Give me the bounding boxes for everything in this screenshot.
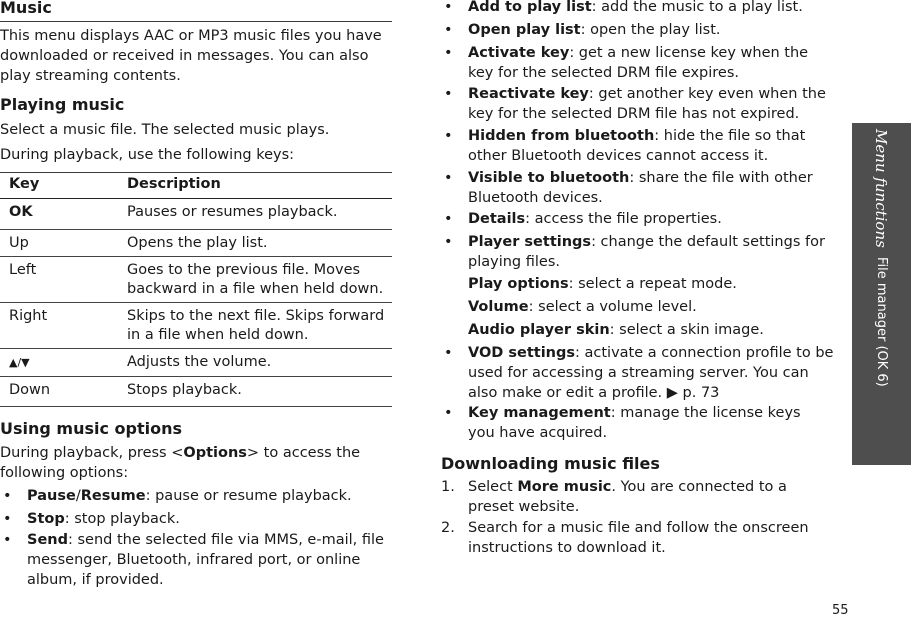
playing-p1: Select a music file. The selected music plays. (0, 122, 330, 138)
desc-cell: Pauses or resumes playback. (127, 203, 338, 220)
description-header: Description (127, 176, 221, 192)
sidebar-label (852, 123, 911, 465)
options-intro: During playback, press <Options> to access the following options: (0, 445, 361, 481)
title-rule (0, 21, 392, 22)
desc-cell: Skips to the next file. Skips forward in a file when held down. (127, 307, 385, 343)
table-row (0, 256, 392, 302)
download-title: Downloading music files (441, 454, 660, 473)
list-item: • Stop: stop playback. (3, 511, 180, 527)
sidebar-subtitle: File manager (OK 6) (874, 257, 889, 387)
desc-cell: Adjusts the volume. (127, 353, 272, 370)
key-cell: Down (9, 381, 51, 398)
key-cell: Left (9, 261, 37, 278)
desc-cell: Opens the play list. (127, 234, 268, 251)
options-title: Using music options (0, 419, 183, 438)
music-title: Music (0, 0, 52, 17)
sub-item: Play options: select a repeat mode. (468, 276, 737, 292)
table-row (0, 376, 392, 406)
playing-title: Playing music (0, 95, 125, 114)
key-cell: OK (9, 203, 33, 220)
desc-cell: Stops playback. (127, 381, 242, 398)
page-number: 55 (832, 603, 849, 618)
list-item: • Pause/Resume: pause or resume playback. (3, 488, 352, 504)
key-cell: Up (9, 234, 29, 251)
table-row (0, 348, 392, 376)
key-header: Key (9, 176, 40, 192)
sub-item: Audio player skin: select a skin image. (468, 322, 764, 338)
key-cell: Right (9, 307, 48, 324)
key-table (0, 173, 392, 407)
desc-cell: Goes to the previous file. Moves backward in a file when held down. (127, 261, 384, 297)
sub-item: Volume: select a volume level. (468, 299, 697, 315)
music-intro: This menu displays AAC or MP3 music files you have downloaded or received in messages. You can also play streaming contents. (0, 28, 382, 84)
key-cell: ▲/▼ (9, 355, 30, 369)
list-item: • Send: send the selected file via MMS, e-mail, file messenger, Bluetooth, infrared port, or online album, if provided. (3, 532, 384, 588)
sidebar-title: Menu functions (872, 129, 890, 248)
table-header-row (0, 173, 392, 198)
table-row (0, 229, 392, 256)
table-row (0, 302, 392, 348)
playing-p2: During playback, use the following keys: (0, 147, 295, 163)
table-row (0, 198, 392, 229)
